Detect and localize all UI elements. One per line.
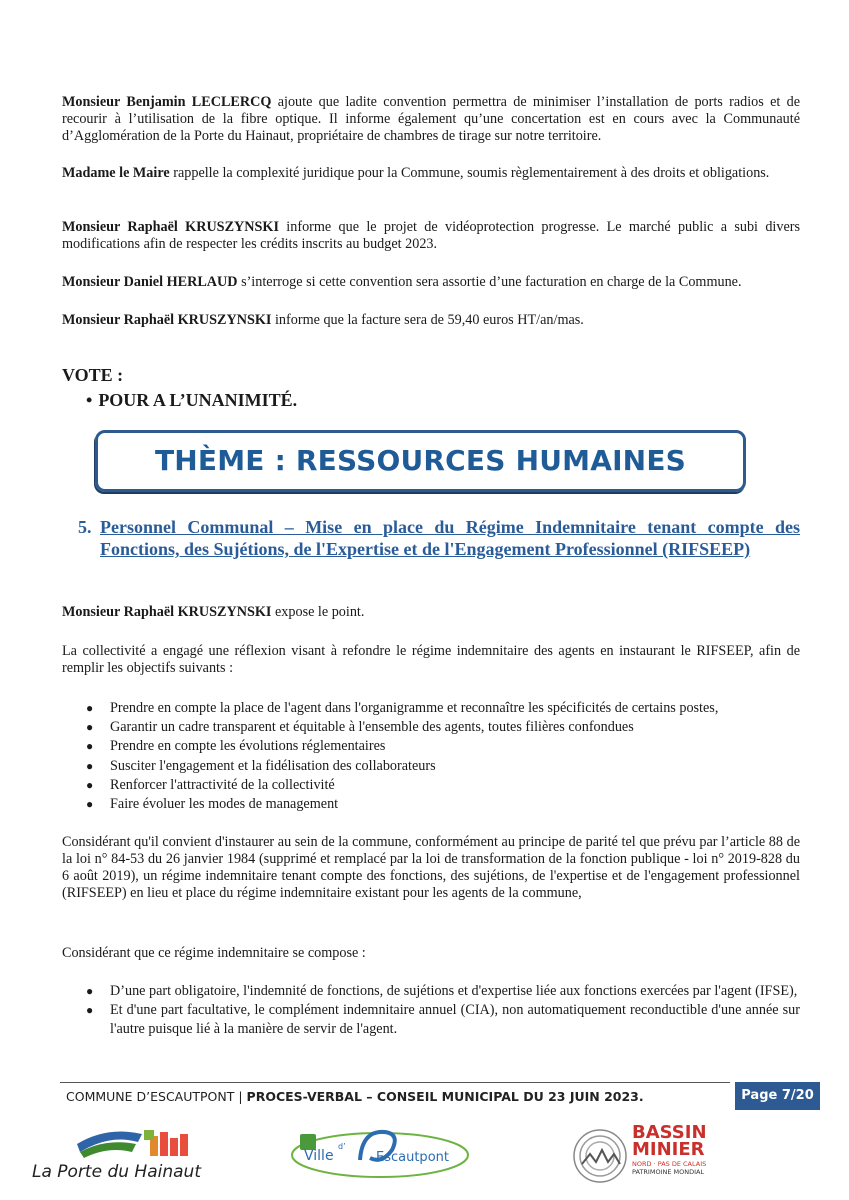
section-heading xyxy=(78,516,800,560)
objectives-list xyxy=(86,699,800,814)
theme-title: THÈME : RESSOURCES HUMAINES xyxy=(154,444,687,477)
ville-text: Ville xyxy=(304,1148,334,1164)
bullet: ● xyxy=(86,777,94,792)
footer-divider xyxy=(60,1082,730,1083)
porte-du-hainaut-icon xyxy=(72,1122,202,1162)
section-title: Personnel Communal – Mise en place du Régime Indemnitaire tenant compte des Fonctions, des Sujétions, de l'Expertise et de l'Engagement Professionnel (RIFSEEP) xyxy=(100,517,800,559)
paragraph-herlaud xyxy=(62,274,800,291)
list-item: ● Prendre en compte la place de l'agent dans l'organigramme et reconnaître les spécificités de certains postes, xyxy=(86,699,800,718)
footer-document: PROCES-VERBAL – CONSEIL MUNICIPAL DU 23 JUIN 2023. xyxy=(246,1089,644,1104)
vote-result-text: POUR A L’UNANIMITÉ. xyxy=(98,390,298,410)
components-list xyxy=(86,982,800,1040)
footer-commune: COMMUNE D’ESCAUTPONT | xyxy=(66,1089,247,1104)
vote-result xyxy=(86,390,297,411)
footer-title xyxy=(66,1089,644,1104)
paragraph-text: expose le point. xyxy=(271,604,365,620)
escautpont-logo xyxy=(290,1120,470,1190)
bullet: • xyxy=(86,390,93,410)
paragraph-considerant-2: Considérant que ce régime indemnitaire se compose : xyxy=(62,945,366,961)
list-item: ● Faire évoluer les modes de management xyxy=(86,795,800,814)
vote-heading: VOTE : xyxy=(62,365,124,385)
bullet: ● xyxy=(86,758,94,773)
paragraph-text: informe que la facture sera de 59,40 euros HT/an/mas. xyxy=(271,312,584,328)
bullet: ● xyxy=(86,720,94,735)
bullet: ● xyxy=(86,739,94,754)
speaker-name: Monsieur Raphaël KRUSZYNSKI xyxy=(62,219,279,235)
bassin-minier-logo xyxy=(570,1122,740,1188)
paragraph-leclercq xyxy=(62,94,800,145)
list-item: ● Prendre en compte les évolutions réglementaires xyxy=(86,737,800,756)
escautpont-text: Escautpont xyxy=(376,1150,449,1165)
speaker-name: Monsieur Raphaël KRUSZYNSKI xyxy=(62,312,272,328)
speaker-name: Monsieur Raphaël KRUSZYNSKI xyxy=(62,604,272,620)
paragraph-text: informe que le projet de vidéoprotection progresse. Le marché public a subi divers modifications afin de respecter les crédits inscrits au budget 2023. xyxy=(62,219,800,252)
paragraph-intro: La collectivité a engagé une réflexion visant à refondre le régime indemnitaire des agents en instaurant le RIFSEEP, afin de remplir les objectifs suivants : xyxy=(62,643,800,676)
paragraph-kruszynski-2 xyxy=(62,312,800,329)
list-item: ● D’une part obligatoire, l'indemnité de fonctions, de sujétions et d'expertise liée aux fonctions exercées par l'agent (IFSE), xyxy=(86,982,800,1001)
porte-du-hainaut-name: La Porte du Hainaut xyxy=(32,1162,201,1182)
paragraph-expose xyxy=(62,604,800,621)
page-number-badge: Page 7/20 xyxy=(735,1082,820,1110)
paragraph-text: ajoute que ladite convention permettra de minimiser l’installation de ports radios et de recourir à l’utilisation de la fibre optique. Il informe également qu’une concertation est en cours avec la Communauté d’Agglomération de la Porte du Hainaut, propriétaire de chambres de tirage sur notre territoire. xyxy=(62,94,800,144)
bassin-minier-title: BASSIN MINIER xyxy=(632,1122,707,1160)
section-number: 5. xyxy=(78,517,92,537)
bullet: ● xyxy=(86,797,94,812)
bassin-minier-icon xyxy=(572,1128,628,1184)
speaker-name: Madame le Maire xyxy=(62,165,170,181)
speaker-name: Monsieur Daniel HERLAUD xyxy=(62,274,238,290)
list-item: ● Renforcer l'attractivité de la collectivité xyxy=(86,776,800,795)
paragraph-text: s’interroge si cette convention sera assortie d’une facturation en charge de la Commune. xyxy=(237,274,742,290)
paragraph-text: rappelle la complexité juridique pour la Commune, soumis règlementairement à des droits et obligations. xyxy=(169,165,770,181)
paragraph-considerant-1: Considérant qu'il convient d'instaurer au sein de la commune, conformément au principe de parité tel que prévu par l’article 88 de la loi n° 84-53 du 26 janvier 1984 (supprimé et remplacé par la loi de transformation de la fonction publique - loi n° 2019-828 du 6 août 2019), un régime indemnitaire tenant compte des fonctions, des sujétions, de l'expertise et de l'engagement professionnel (RIFSEEP) en lieu et place du régime indemnitaire existant pour les agents de la commune, xyxy=(62,834,800,901)
porte-du-hainaut-logo xyxy=(32,1122,212,1188)
list-item: ● Et d'une part facultative, le complément indemnitaire annuel (CIA), non automatiquement reconductible d'une année sur l'autre puisque lié à la manière de servir de l'agent. xyxy=(86,1002,800,1038)
bassin-minier-subtitle: NORD · PAS DE CALAIS PATRIMOINE MONDIAL xyxy=(632,1160,707,1176)
ville-d-text: d’ xyxy=(338,1142,346,1151)
bullet: ● xyxy=(86,701,94,715)
paragraph-kruszynski-1 xyxy=(62,219,800,253)
bullet: ● xyxy=(86,984,94,998)
theme-banner xyxy=(95,430,746,492)
paragraph-maire xyxy=(62,165,800,182)
speaker-name: Monsieur Benjamin LECLERCQ xyxy=(62,94,272,110)
list-item: ● Garantir un cadre transparent et équitable à l'ensemble des agents, toutes filières confondues xyxy=(86,718,800,737)
bullet: ● xyxy=(86,1003,94,1018)
list-item: ● Susciter l'engagement et la fidélisation des collaborateurs xyxy=(86,757,800,776)
